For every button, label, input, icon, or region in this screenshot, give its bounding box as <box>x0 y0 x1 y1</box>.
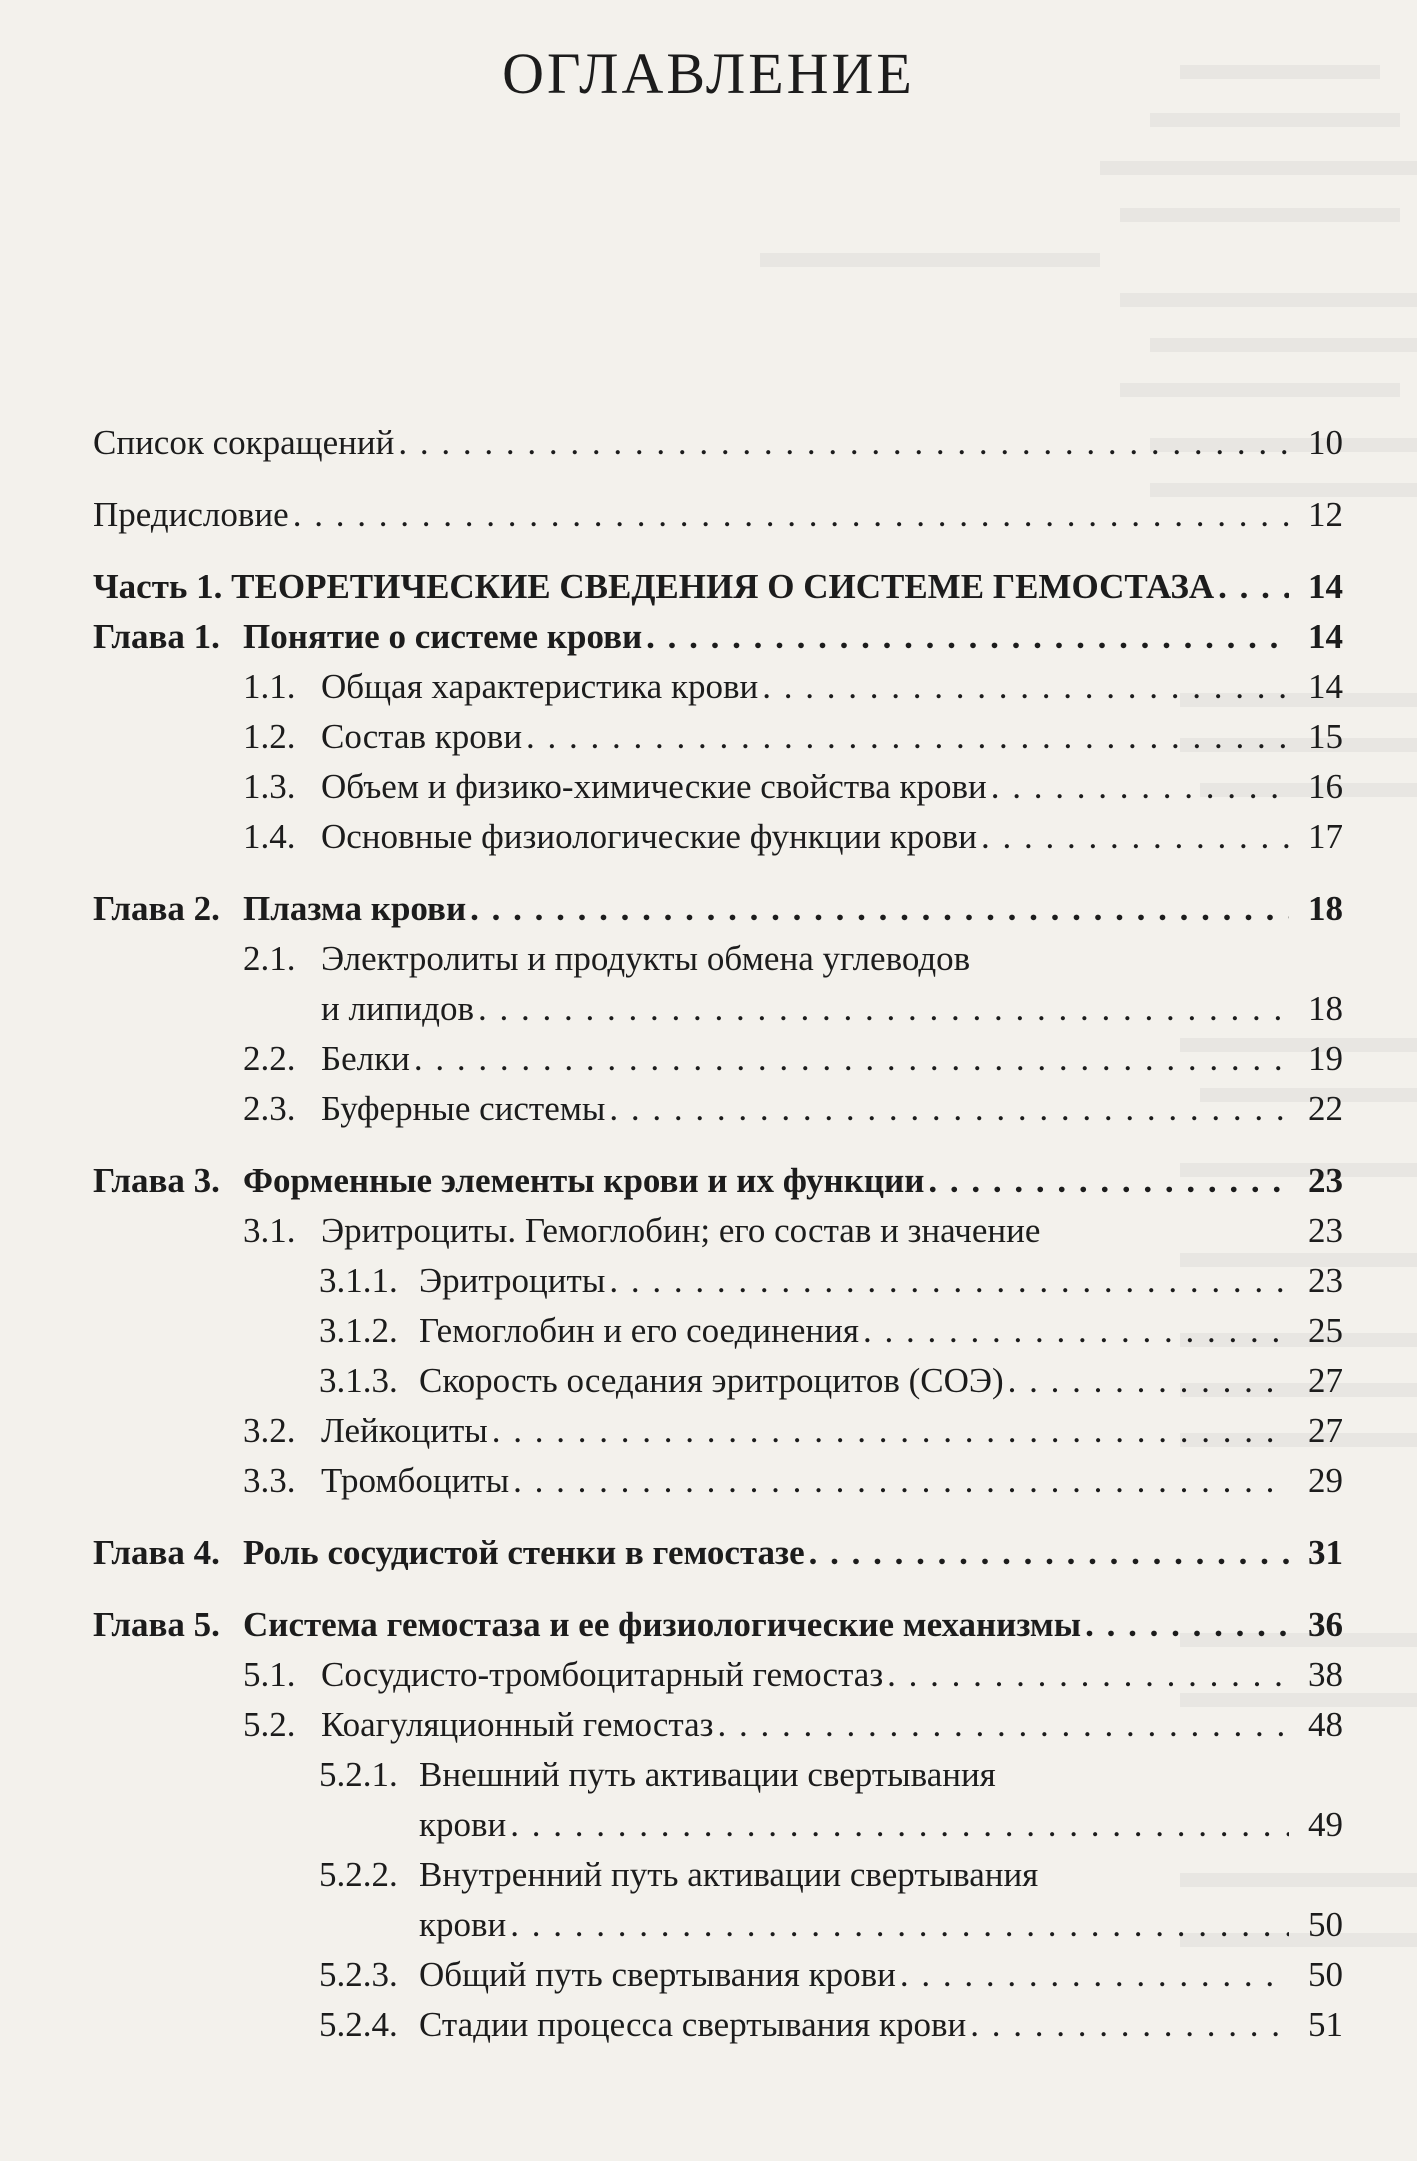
toc-entry <box>93 1356 1343 1406</box>
toc-line <box>243 1700 1343 1750</box>
dot-leader <box>510 1800 1289 1850</box>
toc-line <box>319 1256 1343 1306</box>
dot-leader <box>900 1950 1289 2000</box>
dot-leader <box>478 984 1289 1034</box>
toc-page-number: 23 <box>1308 1261 1343 1300</box>
toc-page-number: 31 <box>1308 1533 1343 1572</box>
toc-entry <box>93 1156 1343 1206</box>
toc-entry-title: Буферные системы <box>321 1089 606 1128</box>
toc-entry-title: Предисловие <box>93 495 289 534</box>
toc-entry <box>93 1084 1343 1134</box>
toc-entry <box>93 1456 1343 1506</box>
toc-entry <box>93 1650 1343 1700</box>
toc-entry-title: Основные физиологические функции крови <box>321 817 977 856</box>
toc-entry <box>93 1256 1343 1306</box>
toc-page-number: 25 <box>1308 1311 1343 1350</box>
toc-entry-number: 2.1. <box>243 939 296 978</box>
dot-leader <box>887 1650 1289 1700</box>
toc-entry-title: Понятие о системе крови <box>243 617 643 656</box>
toc-entry-title: Плазма крови <box>243 889 467 928</box>
dot-leader <box>928 1156 1289 1206</box>
toc-line <box>319 1850 1343 1900</box>
toc-entry-title: Лейкоциты <box>321 1411 488 1450</box>
toc-entry-number: 1.2. <box>243 717 296 756</box>
toc-page-number: 49 <box>1308 1805 1343 1844</box>
toc-entry-number: Глава 4. <box>93 1533 220 1572</box>
toc-entry <box>93 1750 1343 1850</box>
toc-entry-title: Состав крови <box>321 717 523 756</box>
dot-leader <box>510 1900 1289 1950</box>
toc-entry-title: Внешний путь активации свертывания <box>419 1755 996 1794</box>
toc-line <box>93 1528 1343 1578</box>
toc-entry-number: 1.3. <box>243 767 296 806</box>
dot-leader <box>1008 1356 1289 1406</box>
toc-page-number: 29 <box>1308 1461 1343 1500</box>
toc-line <box>319 1950 1343 2000</box>
toc-page-number: 10 <box>1308 423 1343 462</box>
toc-entry <box>93 490 1343 540</box>
toc-line <box>93 418 1343 468</box>
toc-entry <box>93 612 1343 662</box>
toc-entry-title-continued: крови <box>419 1905 507 1944</box>
toc-page-number: 38 <box>1308 1655 1343 1694</box>
toc-entry-number: 5.2.1. <box>319 1755 398 1794</box>
toc-line <box>93 490 1343 540</box>
dot-leader <box>981 812 1289 862</box>
toc-entry-number: 3.1.1. <box>319 1261 398 1300</box>
toc-line <box>243 984 1343 1034</box>
toc-entry-number: 3.1.2. <box>319 1311 398 1350</box>
toc-entry <box>93 812 1343 862</box>
toc-page-number: 15 <box>1308 717 1343 756</box>
toc-entry-number: 3.3. <box>243 1461 296 1500</box>
toc-line <box>93 884 1343 934</box>
toc-line <box>319 1306 1343 1356</box>
dot-leader <box>609 1256 1289 1306</box>
toc-line <box>93 1156 1343 1206</box>
toc-entry <box>93 1850 1343 1950</box>
toc-line <box>243 1456 1343 1506</box>
dot-leader <box>609 1084 1289 1134</box>
toc-page-number: 17 <box>1308 817 1343 856</box>
toc-page-number: 18 <box>1308 989 1343 1028</box>
toc-entry-title: Внутренний путь активации свертывания <box>419 1855 1039 1894</box>
toc-entry-title: Эритроциты. Гемоглобин; его состав и значение <box>321 1211 1041 1250</box>
toc-entry-number: 5.2.4. <box>319 2005 398 2044</box>
toc-line <box>243 934 1343 984</box>
toc-entry-title: Сосудисто-тромбоцитарный гемостаз <box>321 1655 884 1694</box>
toc-page-number: 50 <box>1308 1955 1343 1994</box>
toc-entry-title-continued: крови <box>419 1805 507 1844</box>
toc-page-number: 19 <box>1308 1039 1343 1078</box>
toc-entry-title: Гемоглобин и его соединения <box>419 1311 859 1350</box>
toc-page-number: 14 <box>1308 567 1343 606</box>
toc-entry-title-continued: и липидов <box>321 989 474 1028</box>
toc-entry-title: Роль сосудистой стенки в гемостазе <box>243 1533 805 1572</box>
dot-leader <box>293 490 1289 540</box>
toc-entry-title: Коагуляционный гемостаз <box>321 1705 714 1744</box>
page-title: ОГЛАВЛЕНИЕ <box>502 41 915 106</box>
toc-entry-number: 2.2. <box>243 1039 296 1078</box>
toc-page-number: 50 <box>1308 1905 1343 1944</box>
toc-line <box>243 662 1343 712</box>
toc-entry-number: Глава 3. <box>93 1161 220 1200</box>
toc-line <box>319 1800 1343 1850</box>
toc-entry-number: Глава 1. <box>93 617 220 656</box>
toc-line <box>319 1750 1343 1800</box>
toc-page-number: 16 <box>1308 767 1343 806</box>
toc-entry-title: Часть 1. ТЕОРЕТИЧЕСКИЕ СВЕДЕНИЯ О СИСТЕМЕ ГЕМОСТАЗА <box>93 567 1215 606</box>
toc-line <box>243 1034 1343 1084</box>
toc-entry-title: Система гемостаза и ее физиологические механизмы <box>243 1605 1082 1644</box>
toc-entry <box>93 2000 1343 2050</box>
toc-entry <box>93 662 1343 712</box>
toc-entry <box>93 1528 1343 1578</box>
toc-entry-number: 3.1.3. <box>319 1361 398 1400</box>
toc-line <box>319 2000 1343 2050</box>
toc-page-number: 18 <box>1308 889 1343 928</box>
toc-entry <box>93 1306 1343 1356</box>
toc-page-number: 36 <box>1308 1605 1343 1644</box>
toc-entry-number: 3.2. <box>243 1411 296 1450</box>
toc-entry-title: Форменные элементы крови и их функции <box>243 1161 925 1200</box>
dot-leader <box>809 1528 1289 1578</box>
dot-leader <box>1085 1600 1289 1650</box>
toc-page-number: 48 <box>1308 1705 1343 1744</box>
toc-line <box>93 612 1343 662</box>
dot-leader <box>492 1406 1289 1456</box>
dot-leader <box>414 1034 1289 1084</box>
toc-entry <box>93 884 1343 934</box>
dot-leader <box>991 762 1289 812</box>
toc-entry-number: 5.2. <box>243 1705 296 1744</box>
toc-entry-title: Скорость оседания эритроцитов (СОЭ) <box>419 1361 1004 1400</box>
toc-entry-number: 1.1. <box>243 667 296 706</box>
dot-leader <box>970 2000 1289 2050</box>
table-of-contents <box>93 418 1343 2050</box>
toc-entry <box>93 1206 1343 1256</box>
dot-leader <box>762 662 1289 712</box>
toc-entry <box>93 934 1343 1034</box>
toc-page-number: 14 <box>1308 617 1343 656</box>
toc-page-number: 51 <box>1308 2005 1343 2044</box>
toc-entry <box>93 418 1343 468</box>
dot-leader <box>513 1456 1289 1506</box>
dot-leader <box>526 712 1289 762</box>
toc-page-number: 22 <box>1308 1089 1343 1128</box>
toc-entry <box>93 1406 1343 1456</box>
toc-entry <box>93 1600 1343 1650</box>
toc-entry-number: Глава 5. <box>93 1605 220 1644</box>
dot-leader <box>718 1700 1289 1750</box>
toc-line <box>243 812 1343 862</box>
toc-line <box>319 1900 1343 1950</box>
toc-entry <box>93 762 1343 812</box>
toc-line <box>243 762 1343 812</box>
toc-entry <box>93 1034 1343 1084</box>
toc-entry-title: Список сокращений <box>93 423 395 462</box>
toc-entry <box>93 1700 1343 1750</box>
toc-entry-title: Белки <box>321 1039 410 1078</box>
dot-leader <box>646 612 1289 662</box>
toc-entry-number: Глава 2. <box>93 889 220 928</box>
toc-line <box>243 1650 1343 1700</box>
toc-line <box>243 1206 1343 1256</box>
toc-entry <box>93 712 1343 762</box>
toc-page-number: 23 <box>1308 1161 1343 1200</box>
toc-line <box>243 712 1343 762</box>
toc-entry <box>93 562 1343 612</box>
toc-entry <box>93 1950 1343 2000</box>
toc-entry-number: 3.1. <box>243 1211 296 1250</box>
toc-page-number: 27 <box>1308 1411 1343 1450</box>
toc-entry-number: 5.1. <box>243 1655 296 1694</box>
toc-line <box>243 1084 1343 1134</box>
toc-entry-number: 5.2.3. <box>319 1955 398 1994</box>
toc-entry-number: 2.3. <box>243 1089 296 1128</box>
toc-line <box>243 1406 1343 1456</box>
toc-entry-title: Общая характеристика крови <box>321 667 759 706</box>
toc-entry-number: 5.2.2. <box>319 1855 398 1894</box>
toc-page-number: 23 <box>1308 1211 1343 1250</box>
toc-entry-title: Эритроциты <box>419 1261 606 1300</box>
toc-entry-title: Общий путь свертывания крови <box>419 1955 896 1994</box>
toc-entry-number: 1.4. <box>243 817 296 856</box>
toc-entry-title: Тромбоциты <box>321 1461 510 1500</box>
dot-leader <box>1218 562 1289 612</box>
toc-line <box>93 562 1343 612</box>
toc-entry-title: Стадии процесса свертывания крови <box>419 2005 967 2044</box>
dot-leader <box>398 418 1289 468</box>
dot-leader <box>863 1306 1289 1356</box>
toc-line <box>93 1600 1343 1650</box>
toc-entry-title: Объем и физико-химические свойства крови <box>321 767 987 806</box>
toc-page-number: 27 <box>1308 1361 1343 1400</box>
dot-leader <box>470 884 1289 934</box>
toc-page-number: 14 <box>1308 667 1343 706</box>
toc-entry-title: Электролиты и продукты обмена углеводов <box>321 939 971 978</box>
toc-line <box>319 1356 1343 1406</box>
toc-page-number: 12 <box>1308 495 1343 534</box>
